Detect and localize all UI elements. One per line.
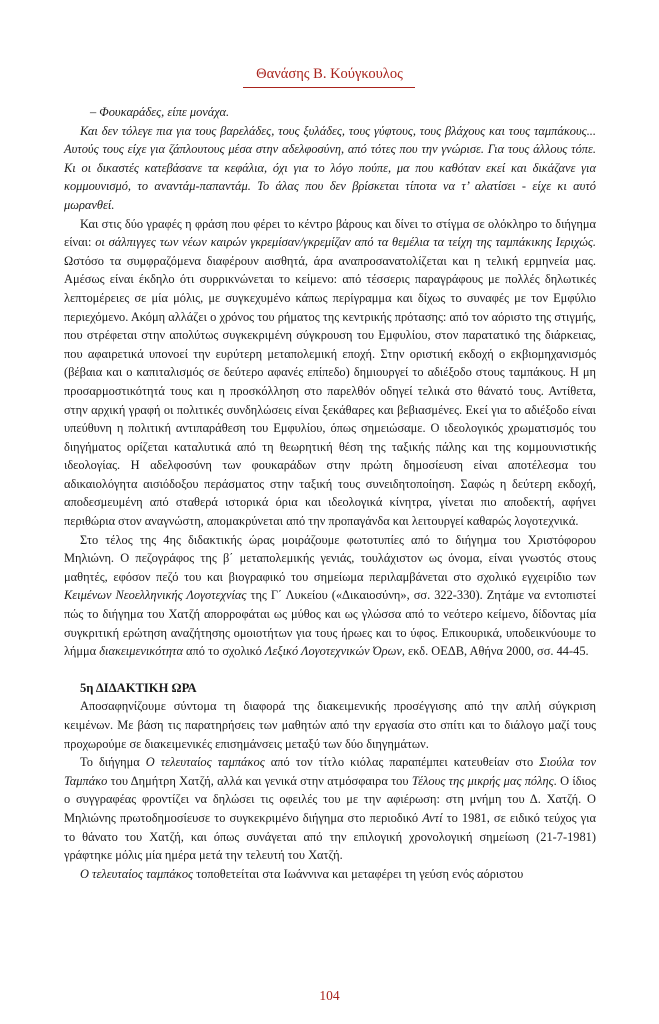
- paragraph-4-text-i: το 1981, σε ειδικό τεύχος για το θάνατο του Χατζή, και όπως συνάγεται από την επιλογική χρονολογική σημείωση (21-7-1981) γράφτηκε μόλις μία ημέρα μετά την τελευτή του Χατζή.: [64, 810, 596, 863]
- header-underline: [243, 87, 415, 88]
- running-header: [0, 66, 659, 85]
- paragraph-5-story-title: Ο τελευταίος ταμπάκος: [80, 866, 194, 881]
- paragraph-2-text-g: , εκδ. ΟΕΔΒ, Αθήνα 2000, σσ. 44-45.: [401, 644, 589, 659]
- paragraph-2-book-title: Κειμένων Νεοελληνικής Λογοτεχνίας: [64, 588, 247, 603]
- body-text: [64, 103, 596, 883]
- paragraph-2-text-e: από το σχολικό: [182, 644, 265, 659]
- quote-line: – Φουκαράδες, είπε μονάχα.: [90, 105, 230, 119]
- paragraph-1: [64, 215, 596, 531]
- paragraph-4-work-title: Σιούλα τον Ταμπάκο: [64, 755, 596, 788]
- paragraph-2-term: διακειμενικότητα: [99, 644, 183, 659]
- quote-paragraph: Και δεν τόλεγε πια για τους βαρελάδες, τους ξυλάδες, τους γύφτους, τους βλάχους και τους ταμπάκους... Αυτούς τους είχε για ζάπλουτους μέσα στην αδελφοσύνη, από τότες που την γνώρισε. Για τους άλλους τόπε. Κι οι δικαστές κατεβάσανε τα κεφάλια, όχι για το λόγο πούπε, μα που καθόταν εκεί και δικάζανε για κομμουνισμό, το αναντάμ-παπαντάμ. Το άλας που δεν βρίσκεται τίποτα να τ’ αλατίσει - είχε κι αυτό μωρανθεί.: [64, 123, 596, 212]
- paragraph-2-dictionary-title: Λεξικό Λογοτεχνικών Όρων: [264, 644, 402, 659]
- paragraph-4-magazine-title: Αντί: [422, 810, 443, 825]
- paragraph-1-text-c: Ωστόσο τα συμφραζόμενα διαφέρουν αισθητά, άρα αναπροσανατολίζεται και η τελική ερμηνεία μας. Αμέσως είναι έκδηλο ότι συρρικνώνεται το κείμενο: από τέσσερις παραγράφους με πολλές δηλωτικές λεπτομέρειες σε μία μόλις, με συγκεχυμένο κάπως περίγραμμα και δίχως το συναφές με τον Εμφύλιο περιεχόμενο. Ακόμη αλλάζει ο χρόνος του ρήματος της κεντρικής πρότασης: από τον αόριστο της στιγμής, που στρέφεται στην απολύτως συγκεκριμένη σύγκρουση του Εμφυλίου, στον παρατατικό της διάρκειας, που αφαιρετικά υπονοεί την ευρύτερη μεταπολεμική εποχή. Στην οριστική εκδοχή ο εκβιομηχανισμός (βέβαια και ο καπιταλισμός σε δεύτερο αφανές επίπεδο) δημιουργεί το αδιέξοδο στους ταμπάκους. Η μη προσαρμοστικότητά τους και η προσκόλληση στο παρελθόν οδηγεί τελικά στο θάνατό τους. Αντίθετα, στην αρχική γραφή οι πολιτικές συνδηλώσεις είναι ξεκάθαρες και βεβιασμένες. Εκεί για το αδιέξοδο είναι υπεύθυνη η πολιτική αντιπαράθεση του Εμφυλίου, όπως σημειώσαμε. Ο ιδεολογικός χρωματισμός του διηγήματος ορίζεται καταλυτικά από τη θεωρητική θέση της ταξικής πάλης και της κομμουνιστικής ιδεολογίας. Η αδελφοσύνη των φουκαράδων στην πρώτη δημοσίευση είναι αποτέλεσμα του αδικαιολόγητα αισιόδοξου περάσματος στην ταξική τους συνειδητοποίηση. Σαφώς η δεύτερη εκδοχή, αποδεσμευμένη από σταθερά ιστορικά όρια και ιδεολογικά κίνητρα, γίνεται πιο αποδεκτή, αφήνει περιθώρια στον αναγνώστη, απομακρύνεται από την προπαγάνδα και λειτουργεί καθαρώς λογοτεχνικά.: [64, 253, 596, 529]
- section-gap: [64, 661, 596, 679]
- paragraph-3: Αποσαφηνίζουμε σύντομα τη διαφορά της διακειμενικής προσέγγισης από την απλή σύγκριση κειμένων. Με βάση τις παρατηρήσεις των μαθητών από την εργασία στο σπίτι και το διάλογο μαζί τους προχωρούμε σε διακειμενικές επισημάνσεις μεταξύ των δύο διηγημάτων.: [64, 699, 596, 751]
- paragraph-4-text-c: από τον τίτλο κιόλας παραπέμπει κατευθείαν στο: [264, 755, 540, 770]
- paragraph-4-text-e: του Δημήτρη Χατζή, αλλά και γενικά στην ατμόσφαιρα του: [107, 773, 412, 788]
- paragraph-1-text-a: Και στις δύο γραφές η φράση που φέρει το κέντρο βάρους και δίνει το στίγμα σε ολόκληρο το διήγημα είναι:: [64, 216, 596, 250]
- paragraph-4-text-g: . Ο ίδιος ο συγγραφέας φροντίζει να δηλώσει τις οφειλές του με την αφιέρωση: στη μνήμη του Δ. Χατζή. Ο Μηλιώνης πρωτοδημοσίευσε το συγκεκριμένο διήγημα στο περιοδικό: [64, 773, 596, 825]
- paragraph-5-text-b: τοποθετείται στα Ιωάννινα και μεταφέρει τη γεύση ενός αόριστου: [193, 866, 524, 881]
- paragraph-4-text-a: Το διήγημα: [80, 755, 146, 770]
- paragraph-5: [64, 865, 596, 884]
- paragraph-4-collection-title: Τέλους της μικρής μας πόλης: [411, 773, 554, 788]
- paragraph-2-text-c: της Γ΄ Λυκείου («Δικαιοσύνη», σσ. 322-330). Ζητάμε να εντοπιστεί πώς το διήγημα του Χατζή απορροφάται ως μύθος και ως γλώσσα από το νεότερο κείμενο, δίδοντας μία συγκριτική ερώτηση αναζήτησης ομοιοτήτων για τους ήρωες και το ύφος. Επικουρικά, υποδεικνύουμε το λήμμα: [64, 588, 597, 659]
- paragraph-2: [64, 531, 596, 661]
- paragraph-4-story-title: Ο τελευταίος ταμπάκος: [145, 755, 265, 770]
- paragraph-1-quote: οι σάλπιγγες των νέων καιρών γκρεμίσαν/γκρεμίζαν από τα θεμέλια τα τείχη της ταμπάκικης Ιεριχώς.: [95, 235, 596, 250]
- section-heading: 5η ΔΙΔΑΚΤΙΚΗ ΩΡΑ: [80, 680, 197, 695]
- paragraph-4: [64, 753, 596, 865]
- paragraph-2-text-a: Στο τέλος της 4ης διδακτικής ώρας μοιράζουμε φωτοτυπίες από το διήγημα του Χριστόφορου Μηλιώνη. Ο πεζογράφος της β΄ μεταπολεμικής γενιάς, τουλάχιστον ως όνομα, είναι γνωστός στους μαθητές, εφόσον πεζό του και βιογραφικό του σημείωμα περιλαμβάνεται στο σχολικό εγχειρίδιο των: [64, 532, 596, 584]
- page-number: 104: [319, 988, 340, 1003]
- running-title: Θανάσης Β. Κούγκουλος: [256, 66, 403, 82]
